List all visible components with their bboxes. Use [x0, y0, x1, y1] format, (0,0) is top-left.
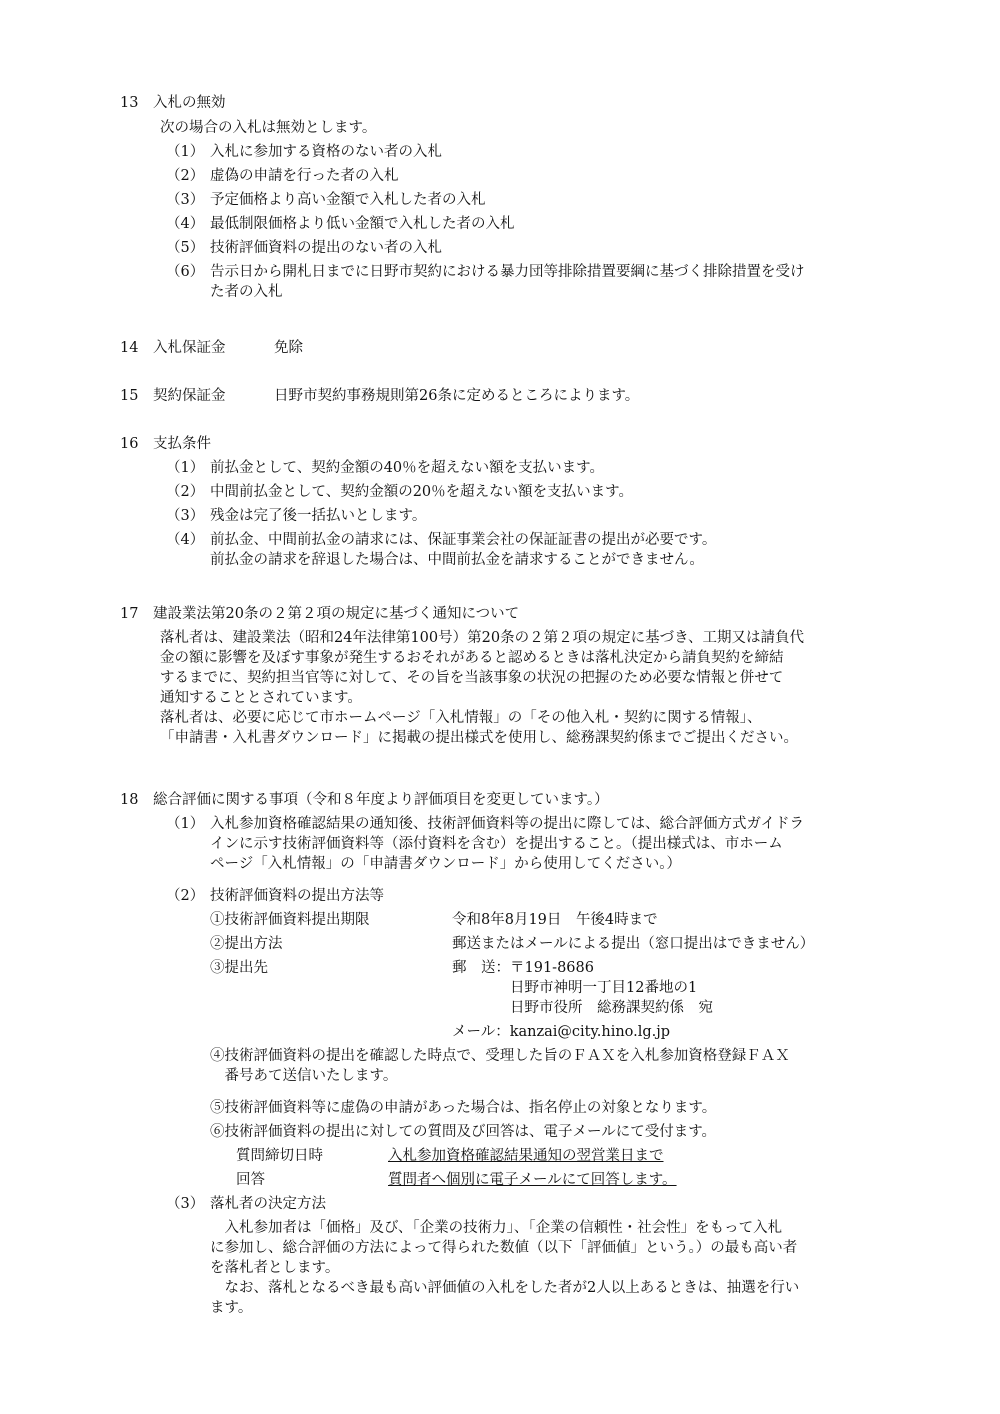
list-item: （2） 虚偽の申請を行った者の入札: [166, 168, 399, 184]
subsection-title: 落札者の決定方法: [210, 1196, 326, 1212]
section-title: 入札の無効: [153, 95, 226, 111]
section-value: 日野市契約事務規則第26条に定めるところによります。: [274, 388, 640, 404]
section-value: 免除: [274, 340, 303, 356]
section-18-heading: 18 総合評価に関する事項（令和８年度より評価項目を変更しています。）: [120, 792, 609, 808]
list-item: （4） 最低制限価格より低い金額で入札した者の入札: [166, 216, 515, 232]
award-method-text: 入札参加者は「価格」及び、「企業の技術力」、「企業の信頼性・社会性」をもって入札 に参加し、総合評価の方法によって得られた数値（以下「評価値」という。）の最も高い者 を落札者とします。 なお、落札となるべき最も高い評価値の入札をした者が2人以上あるときは、抽選を行い ます。: [210, 1220, 800, 1316]
list-item: （1） 前払金として、契約金額の40％を超えない額を支払います。: [166, 460, 604, 476]
section-title: 建設業法第20条の２第２項の規定に基づく通知について: [153, 606, 520, 622]
list-item: （4）: [166, 532, 205, 548]
section-15-heading: 15 契約保証金 日野市契約事務規則第26条に定めるところによります。: [120, 388, 640, 404]
list-item: （3） 予定価格より高い金額で入札した者の入札: [166, 192, 486, 208]
subsection-title: 技術評価資料の提出方法等: [210, 888, 384, 904]
list-item: （1）: [166, 816, 205, 832]
section-title: 総合評価に関する事項（令和８年度より評価項目を変更しています。）: [153, 792, 609, 808]
qa-row-deadline: 質問締切日時 入札参加資格確認結果通知の翌営業日まで: [236, 1148, 664, 1164]
section-title: 入札保証金: [153, 340, 226, 356]
list-item-text: 告示日から開札日までに日野市契約における暴力団等排除措置要綱に基づく排除措置を受け た者の入札: [210, 264, 805, 300]
submission-row-method: ②提出方法 郵送またはメールによる提出（窓口提出はできません）: [210, 936, 815, 952]
list-item: （2） 技術評価資料の提出方法等: [166, 888, 384, 904]
section-title: 支払条件: [153, 436, 211, 452]
section-13-intro: 次の場合の入札は無効とします。: [160, 120, 377, 136]
qa-row-answer: 回答 質問者へ個別に電子メールにて回答します。: [236, 1172, 677, 1188]
submission-row-deadline: ①技術評価資料提出期限 令和8年8月19日 午後4時まで: [210, 912, 658, 928]
section-16-heading: 16 支払条件: [120, 436, 211, 452]
list-item: （2） 中間前払金として、契約金額の20％を超えない額を支払います。: [166, 484, 633, 500]
submission-row-destination: ③提出先 郵 送：〒191-8686 日野市神明一丁目12番地の1 日野市役所 総務課契約係 宛: [210, 960, 713, 1016]
list-item: （6）: [166, 264, 205, 280]
note-questions: ⑥技術評価資料の提出に対しての質問及び回答は、電子メールにて受付ます。: [210, 1124, 717, 1140]
section-14-heading: 14 入札保証金 免除: [120, 340, 303, 356]
document-page: 13 入札の無効 次の場合の入札は無効とします。 （1） 入札に参加する資格のない者の入札 （2） 虚偽の申請を行った者の入札 （3） 予定価格より高い金額で入札した者の入札 （4） 最低制限価格より低い金額で入札した者の入札 （5） 技術評価資料の提出のない者の入札 （6） 告示日から開札日までに日野市契約における暴力団等排除措置要綱に基づく排除措置を受け た者の入札 14 入札保証金 免除 15 契約保証金 日野市契約事務規則第26条に定めるところによります。 16 支払条件 （1） 前払金として、契約金額の40％を超えない額を支払います。 （2） 中間前払金として、契約金額の20％を超えない額を支払います。 （3） 残金は完了後一括払いとします。 （4） 前払金、中間前払金の請求には、保証事業会社の保証証書の提出が必要です。 前払金の請求を辞退した場合は、中間前払金を請求することができません。 17 建設業法第20条の２第２項の規定に基づく通知について 落札者は、建設業法（昭和24年法律第100号）第20条の２第２項の規定に基づき、工期又は請負代 金の額に影響を及ぼす事象が発生するおそれがあると認めるときは落札決定から請負契約を締結 するまでに、契約担当官等に対して、その旨を当該事象の状況の把握のため必要な情報と併せて 通知することとされています。 落札者は、必要に応じて市ホームページ「入札情報」の「その他入札・契約に関する情報」、 「申請書・入札書ダウンロード」に掲載の提出様式を使用し、総務課契約係までご提出ください。 18 総合評価に関する事項（令和８年度より評価項目を変更しています。） （1） 入札参加資格確認結果の通知後、技術評価資料等の提出に際しては、総合評価方式ガイドラ インに示す技術評価資料等（添付資料を含む）を提出すること。（提出様式は、市ホーム ページ「入札情報」の「申請書ダウンロード」から使用してください。） （2） 技術評価資料の提出方法等 ①技術評価資料提出期限 令和8年8月19日 午後4時まで ②提出方法 郵送またはメールによる提出（窓口提出はできません） ③提出先 郵 送：〒191-8686 日野市神明一丁目12番地の1 日野市役所 総務課契約係 宛 メール：kanzai@city.hino.lg.jp ④技術評価資料の提出を確認した時点で、受理した旨のＦＡＸを入札参加資格登録ＦＡＸ 番号あて送信いたします。 ⑤技術評価資料等に虚偽の申請があった場合は、指名停止の対象となります。 ⑥技術評価資料の提出に対しての質問及び回答は、電子メールにて受付ます。 質問締切日時 入札参加資格確認結果通知の翌営業日まで 回答 質問者へ個別に電子メールにて回答します。 （3） 落札者の決定方法 入札参加者は「価格」及び、「企業の技術力」、「企業の信頼性・社会性」をもって入札 に参加し、総合評価の方法によって得られた数値（以下「評価値」という。）の最も高い者 を落札者とします。 なお、落札となるべき最も高い評価値の入札をした者が2人以上あるときは、抽選を行い ます。: [0, 0, 1000, 1414]
section-number: 13: [120, 95, 139, 111]
list-item: （5） 技術評価資料の提出のない者の入札: [166, 240, 442, 256]
list-item: （1） 入札に参加する資格のない者の入札: [166, 144, 442, 160]
section-13-heading: [120, 93, 226, 113]
section-17-heading: 17 建設業法第20条の２第２項の規定に基づく通知について: [120, 606, 520, 622]
list-item: （3） 残金は完了後一括払いとします。: [166, 508, 427, 524]
section-17-body: 落札者は、建設業法（昭和24年法律第100号）第20条の２第２項の規定に基づき、工期又は請負代 金の額に影響を及ぼす事象が発生するおそれがあると認めるときは落札決定から請負契約を締結 するまでに、契約担当官等に対して、その旨を当該事象の状況の把握のため必要な情報と併せて 通知することとされています。 落札者は、必要に応じて市ホームページ「入札情報」の「その他入札・契約に関する情報」、 「申請書・入札書ダウンロード」に掲載の提出様式を使用し、総務課契約係までご提出ください。: [160, 630, 804, 746]
note-fax: ④技術評価資料の提出を確認した時点で、受理した旨のＦＡＸを入札参加資格登録ＦＡＸ 番号あて送信いたします。: [210, 1048, 790, 1084]
section-title: 契約保証金: [153, 388, 226, 404]
list-item-text: 入札参加資格確認結果の通知後、技術評価資料等の提出に際しては、総合評価方式ガイドラ インに示す技術評価資料等（添付資料を含む）を提出すること。（提出様式は、市ホーム ページ「入札情報」の「申請書ダウンロード」から使用してください。）: [210, 816, 805, 872]
list-item: （3） 落札者の決定方法: [166, 1196, 326, 1212]
note-false-application: ⑤技術評価資料等に虚偽の申請があった場合は、指名停止の対象となります。: [210, 1100, 717, 1116]
list-item-text: 前払金、中間前払金の請求には、保証事業会社の保証証書の提出が必要です。 前払金の請求を辞退した場合は、中間前払金を請求することができません。: [210, 532, 717, 568]
